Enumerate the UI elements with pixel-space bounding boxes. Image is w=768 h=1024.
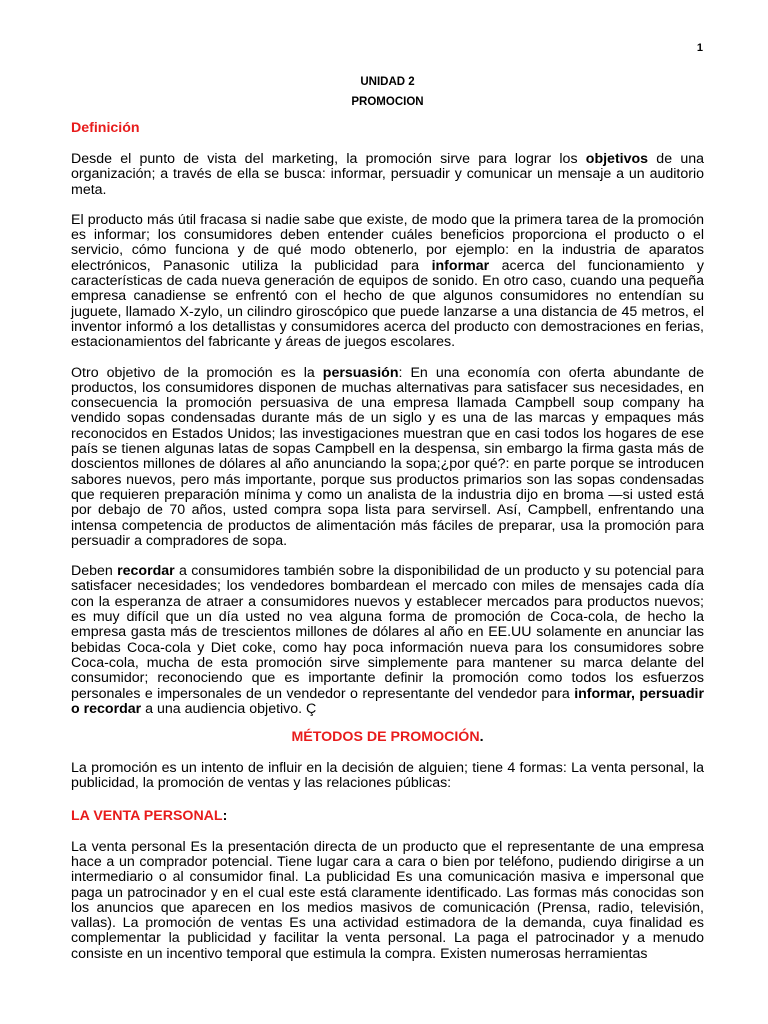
paragraph-recordar [71,564,704,717]
heading-metodos [71,729,704,745]
bold-term: recordar [117,563,175,580]
text-run: La promoción es un intento de influir en la decisión de alguien; tiene 4 formas: La venta personal, la publicidad, la promoción de ventas y las relaciones públicas: [71,760,704,792]
text-run: Deben [71,563,118,580]
heading-venta-punct: : [222,807,228,824]
paragraph-persuasion [71,366,704,550]
paragraph-informar [71,213,704,351]
text-run: a una audiencia objetivo. Ç [141,700,317,717]
heading-metodos-punct: . [479,729,484,746]
text-run: Desde el punto de vista del marketing, la promoción sirve para lograr los [71,151,586,167]
text-run: Otro objetivo de la promoción es la [71,364,323,381]
heading-metodos-text: MÉTODOS DE PROMOCIÓN [291,729,480,746]
text-run: acerca del funcionamiento y características de cada nueva generación de equipos de sonido. En otro caso, cuando una pequeña empresa canadiense se enfrentó con el hecho de que algunos consumidores no entendían su juguete, llamado X-zylo, un cilindro giroscópico que puede lanzarse a una distancia de 45 metros, el inventor informó a los detallistas y consumidores acerca del producto con demostraciones en ferias, estacionamientos del fabricante y áreas de juegos escolares. [71,257,704,351]
bold-term: informar, persuadir o recordar [71,685,704,717]
unit-title: UNIDAD 2 [360,76,415,88]
unit-subtitle: PROMOCION [351,96,424,108]
bold-term: objetivos [585,151,649,167]
bold-term: informar [431,257,490,274]
document-body [71,72,704,962]
page-number: 1 [696,42,703,54]
paragraph-objetivos [71,152,704,198]
heading-venta-text: LA VENTA PERSONAL [71,807,223,824]
heading-definicion: Definición [71,120,140,136]
text-run: El producto más útil fracasa si nadie sabe que existe, de modo que la primera tarea de la promoción es informar; los consumidores deben entender cuáles beneficios proporciona el producto o el servicio, cómo funciona y de qué modo obtenerlo, por ejemplo: en la industria de aparatos electrónicos, Panasonic utiliza la publicidad para [71,211,704,274]
heading-venta-personal [71,808,704,824]
text-run: de una organización; a través de ella se busca: informar, persuadir y comunicar un mensaje a un auditorio meta. [71,151,704,198]
text-run: a consumidores también sobre la disponibilidad de un producto y su potencial para satisfacer necesidades; los vendedores bombardean el mercado con miles de mensajes cada día con la esperanza de atraer a consumidores nuevos y establecer mercados para productos nuevos; es muy difícil que un día usted no vea alguna forma de promoción de Coca-cola, de hecho la empresa gasta más de trescientos millones de dólares al año en EE.UU solamente en anunciar las bebidas Coca-cola y Diet coke, como hay poca información nueva para los consumidores sobre Coca-cola, mucha de esta promoción sirve simplemente para mantener su marca delante del consumidor; reconociendo que es importante definir la promoción como todos los esfuerzos personales e impersonales de un vendedor o representante del vendedor para [71,563,704,702]
paragraph-formas [71,761,704,792]
text-run: La venta personal Es la presentación directa de un producto que el representante de una empresa hace a un comprador potencial. Tiene lugar cara a cara o bien por teléfono, pudiendo dirigirse a un intermediario o al consumidor final. La publicidad Es una comunicación masiva e impersonal que paga un patrocinador y en el cual este está claramente identificado. Las formas más conocidas son los anuncios que aparecen en los medios masivos de comunicación (Prensa, radio, televisión, vallas). La promoción de ventas Es una actividad estimadora de la demanda, cuya finalidad es complementar la publicidad y facilitar la venta personal. La paga el patrocinador y a menudo consiste en un incentivo temporal que estimula la compra. Existen numerosas herramientas [71,838,704,962]
bold-term: persuasión [322,364,399,381]
text-run: : En una economía con oferta abundante de productos, los consumidores disponen de muchas alternativas para satisfacer sus necesidades, en consecuencia la promoción persuasiva de una empresa llamada Campbell soup company ha vendido sopas condensadas durante más de un siglo y es una de las marcas y empaques más reconocidos en Estados Unidos; las investigaciones muestran que en casi todos los hogares de ese país se tienen algunas latas de sopas Campbell en la despensa, sin embargo la firma gasta más de doscientos millones de dólares al año anunciando la sopa;¿por qué?: en parte porque se introducen sabores nuevos, pero más importante, porque sus productos primarios son las sopas condensadas que requieren preparación mínima y como un analista de la industria dijo en broma ―si usted está por debajo de 70 años, usted compra sopa lista para servirse‖. Así, Campbell, enfrentando una intensa competencia de productos de alimentación más fáciles de preparar, usa la promoción para persuadir a compradores de sopa. [71,364,704,549]
paragraph-venta-personal [71,840,704,962]
